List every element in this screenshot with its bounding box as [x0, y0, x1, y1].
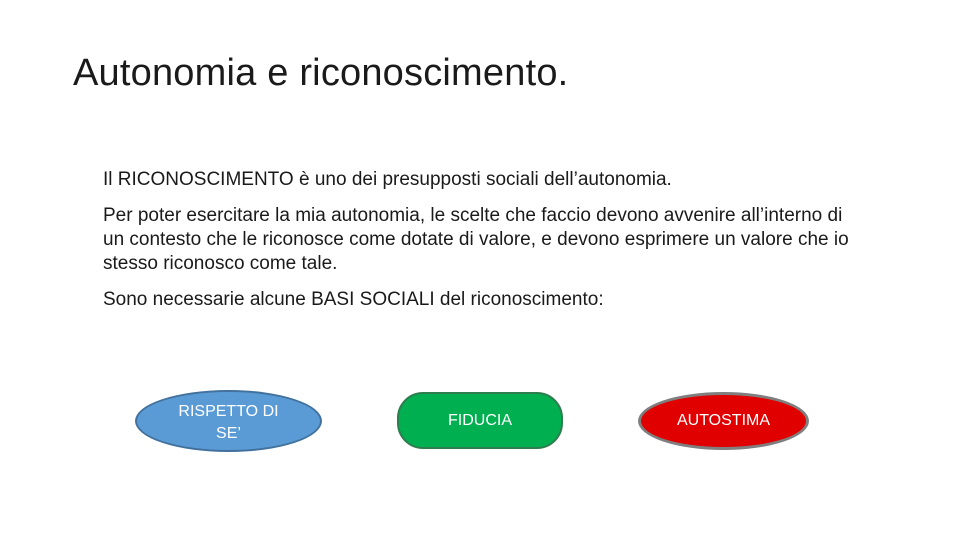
- slide-body: [103, 168, 863, 324]
- shape-rispetto-label: RISPETTO DI SE’: [178, 403, 279, 442]
- shape-autostima-label: AUTOSTIMA: [676, 412, 771, 429]
- shape-rispetto-di-se: [135, 390, 322, 452]
- paragraph-2: Per poter esercitare la mia autonomia, le scelte che faccio devono avvenire all’interno di un contesto che le riconosce come dotate di valore, e devono esprimere un valore che io stesso riconosco come tale.: [103, 205, 849, 274]
- slide-title: Autonomia e riconoscimento.: [73, 52, 569, 94]
- shape-fiducia-label: FIDUCIA: [448, 411, 512, 429]
- paragraph-1: Il RICONOSCIMENTO è uno dei presupposti sociali dell’autonomia.: [103, 169, 672, 190]
- paragraph-3: Sono necessarie alcune BASI SOCIALI del riconoscimento:: [103, 289, 604, 310]
- shape-autostima: [638, 392, 809, 450]
- shape-fiducia: [397, 392, 563, 449]
